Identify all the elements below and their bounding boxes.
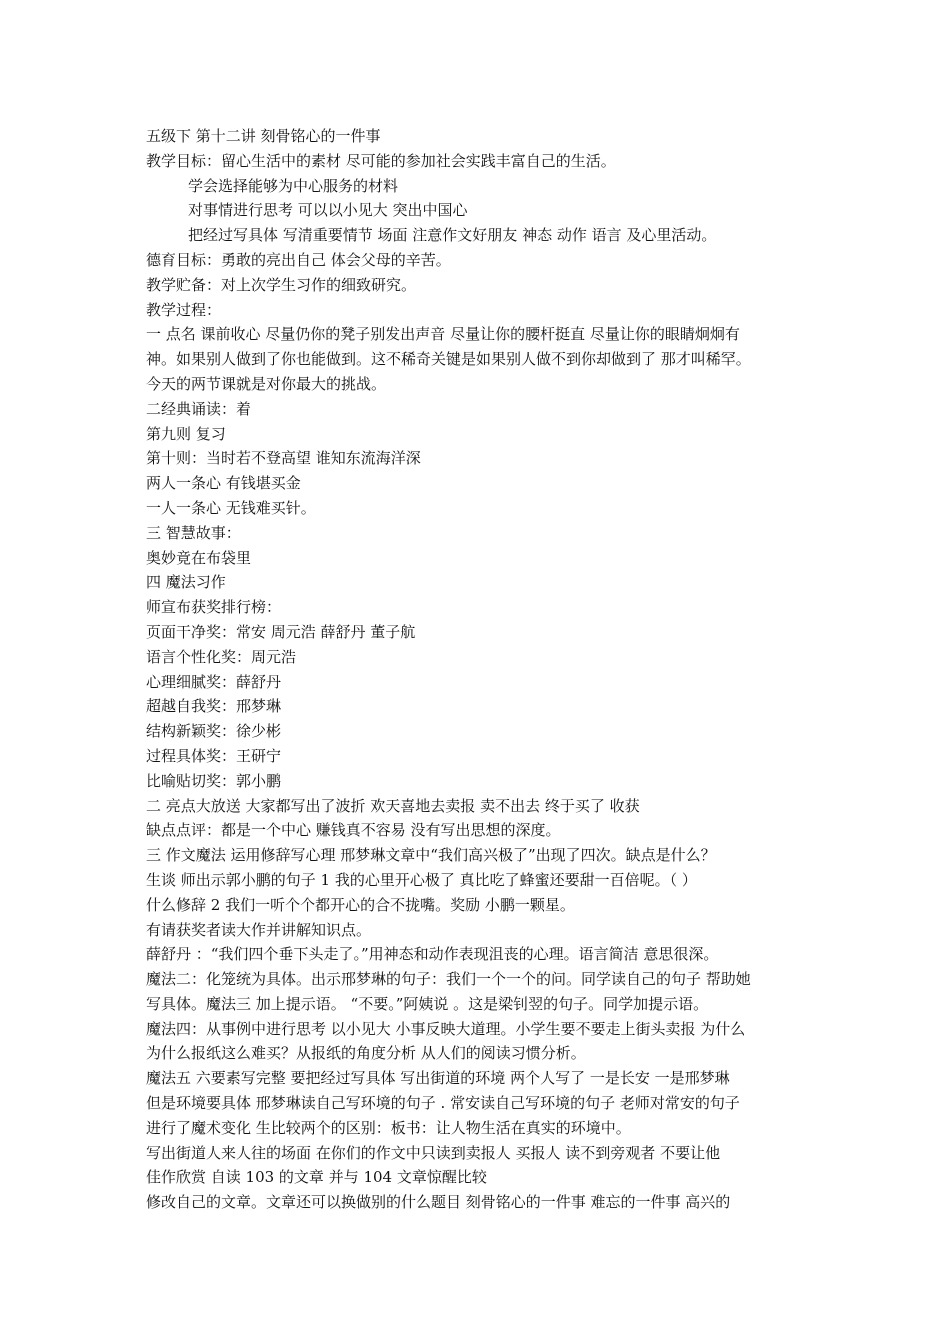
section-heading: 二 亮点大放送 大家都写出了波折 欢天喜地去卖报 卖不出去 终于买了 收获 <box>146 796 640 815</box>
text-line: 魔法五 六要素写完整 要把经过写具体 写出街道的环境 两个人写了 一是长安 一是邢梦琳 <box>146 1069 730 1088</box>
text-line: 有请获奖者读大作并讲解知识点。 <box>146 920 372 939</box>
text-line: 神。如果别人做到了你也能做到。这不稀奇关键是如果别人做不到你却做到了 那才叫稀罕。 <box>146 350 751 369</box>
text-line: 写具体。魔法三 加上提示语。 “不要。”阿姨说 。这是梁钊翌的句子。同学加提示语。 <box>146 994 709 1013</box>
section-heading: 三 作文魔法 运用修辞写心理 邢梦琳文章中“我们高兴极了”出现了四次。缺点是什么？ <box>146 846 716 865</box>
text-line: 佳作欣赏 自读 103 的文章 并与 104 文章惊醒比较 <box>146 1168 487 1187</box>
text-line: 写出街道人来人往的场面 在你们的作文中只读到卖报人 买报人 读不到旁观者 不要让他 <box>146 1143 721 1162</box>
text-line: 第十则：当时若不登高望 谁知东流海洋深 <box>146 449 421 468</box>
text-line: 魔法四：从事例中进行思考 以小见大 小事反映大道理。小学生要不要走上街头卖报 为什么 <box>146 1019 746 1038</box>
text-line: 一 点名 课前收心 尽量仍你的凳子别发出声音 尽量让你的腰杆挺直 尽量让你的眼睛炯炯有 <box>146 325 740 344</box>
text-line: 师宣布获奖排行榜： <box>146 598 282 617</box>
text-line: 两人一条心 有钱堪买金 <box>146 474 301 493</box>
award-item: 过程具体奖：王研宁 <box>146 746 282 765</box>
document-page <box>146 124 816 1215</box>
text-line: 薛舒丹 ：“我们四个垂下头走了。”用神态和动作表现沮丧的心理。语言简洁 意思很深。 <box>146 945 719 964</box>
text-line: 缺点点评：都是一个中心 赚钱真不容易 没有写出思想的深度。 <box>146 821 561 840</box>
teaching-goal: 教学目标：留心生活中的素材 尽可能的参加社会实践丰富自己的生活。 <box>146 151 616 170</box>
section-heading: 四 魔法习作 <box>146 573 226 592</box>
section-heading: 二经典诵读：着 <box>146 399 252 418</box>
moral-goal: 德育目标：勇敢的亮出自己 体会父母的辛苦。 <box>146 250 451 269</box>
text-line: 进行了魔术变化 生比较两个的区别：板书：让人物生活在真实的环境中。 <box>146 1118 631 1137</box>
award-item: 结构新颖奖：徐少彬 <box>146 722 282 741</box>
text-line: 一人一条心 无钱难买针。 <box>146 498 316 517</box>
award-item: 比喻贴切奖：郭小鹏 <box>146 771 282 790</box>
text-line: 魔法二：化笼统为具体。出示邢梦琳的句子：我们一个一个的问。同学读自己的句子 帮助她 <box>146 970 751 989</box>
teaching-process-heading: 教学过程： <box>146 300 222 319</box>
text-line: 今天的两节课就是对你最大的挑战。 <box>146 374 387 393</box>
text-line: 为什么报纸这么难买？从报纸的角度分析 从人们的阅读习惯分析。 <box>146 1044 586 1063</box>
teaching-goal-item: 对事情进行思考 可以以小见大 突出中国心 <box>188 201 468 220</box>
teaching-goal-item: 把经过写具体 写清重要情节 场面 注意作文好朋友 神态 动作 语言 及心里活动。 <box>188 226 717 245</box>
text-line: 奥妙竟在布袋里 <box>146 548 252 567</box>
section-heading: 三 智慧故事： <box>146 523 241 542</box>
award-item: 心理细腻奖：薛舒丹 <box>146 672 282 691</box>
text-line: 生谈 师出示郭小鹏的句子 1 我的心里开心极了 真比吃了蜂蜜还要甜一百倍呢。（ ） <box>146 870 697 889</box>
teaching-preparation: 教学贮备：对上次学生习作的细致研究。 <box>146 275 417 294</box>
text-line: 但是环境要具体 邢梦琳读自己写环境的句子 . 常安读自己写环境的句子 老师对常安的句子 <box>146 1094 740 1113</box>
text-line: 修改自己的文章。文章还可以换做别的什么题目 刻骨铭心的一件事 难忘的一件事 高兴的 <box>146 1193 731 1212</box>
teaching-goal-item: 学会选择能够为中心服务的材料 <box>188 176 399 195</box>
text-line: 第九则 复习 <box>146 424 226 443</box>
award-item: 超越自我奖：邢梦琳 <box>146 697 282 716</box>
lesson-title: 五级下 第十二讲 刻骨铭心的一件事 <box>146 127 381 145</box>
award-item: 页面干净奖：常安 周元浩 薛舒丹 董子航 <box>146 622 416 641</box>
text-line: 什么修辞 2 我们一听个个都开心的合不拢嘴。奖励 小鹏一颗星。 <box>146 895 575 914</box>
award-item: 语言个性化奖：周元浩 <box>146 647 297 666</box>
